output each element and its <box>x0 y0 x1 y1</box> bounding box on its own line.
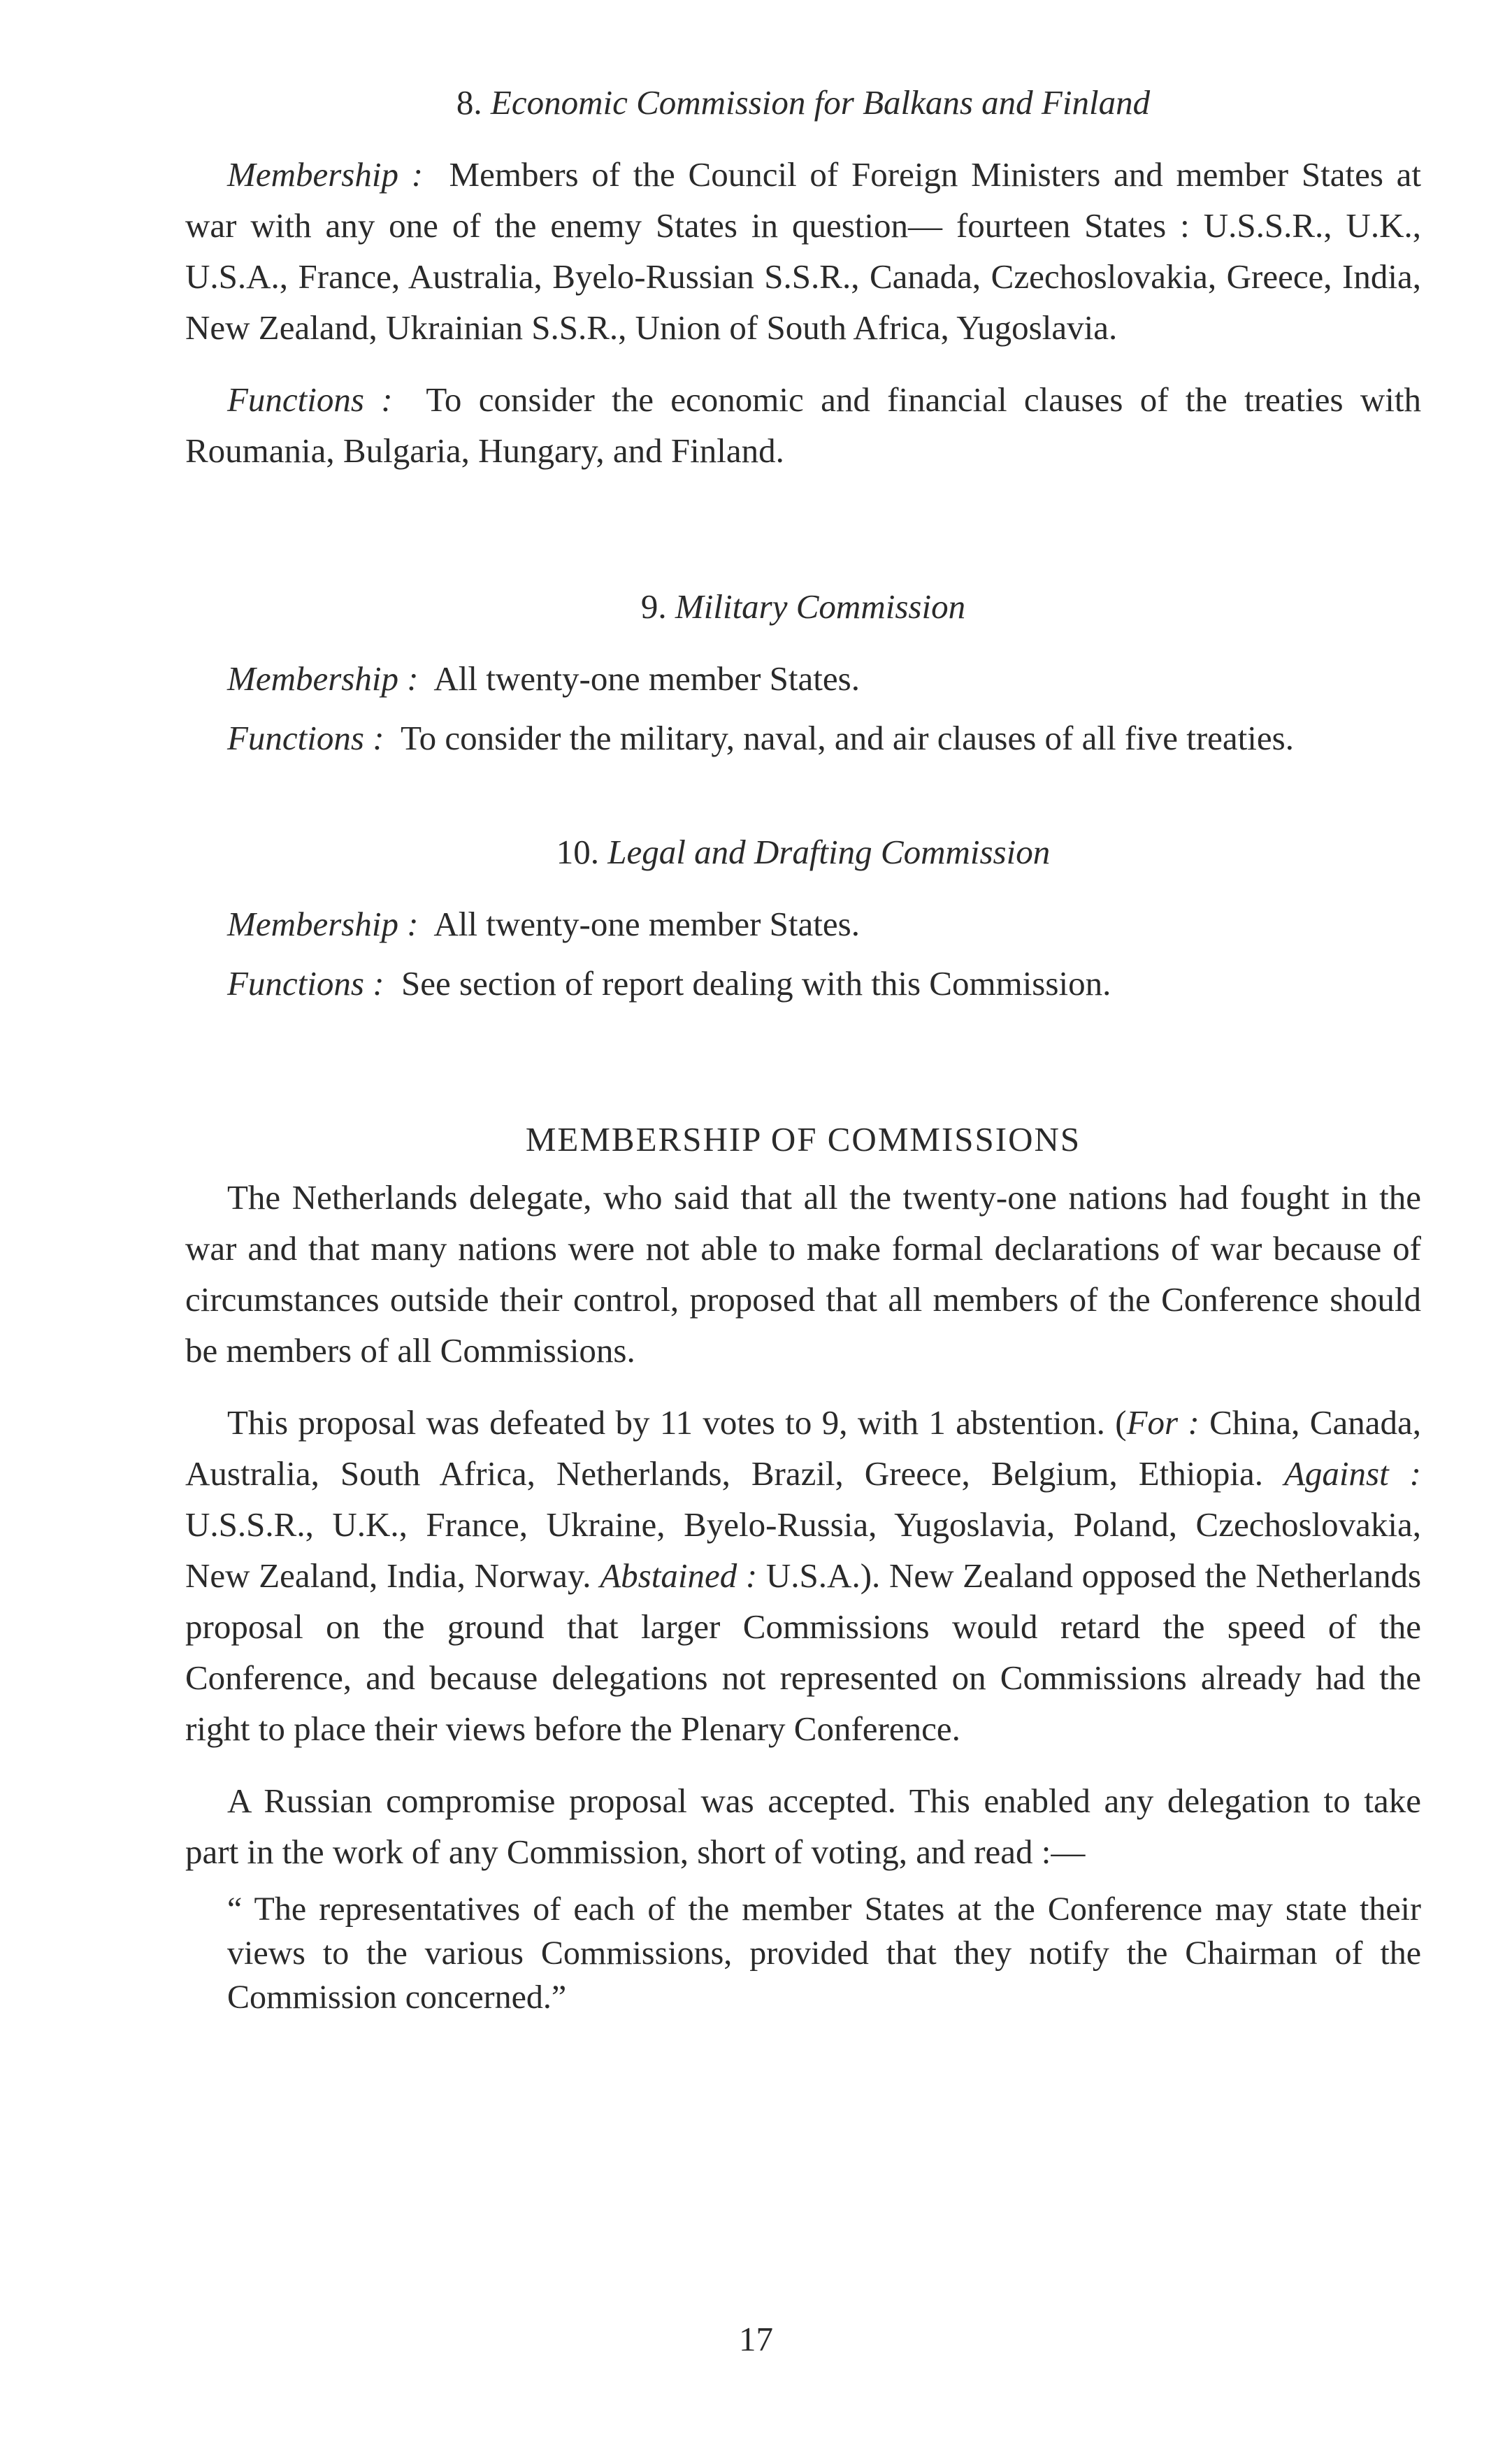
membership-text: Members of the Council of Foreign Ministers and member States at war with any one of the enemy States in question— fourteen States : U.S.S.R., U.K., U.S.A., France, Australia, Byelo-Russian S.S.R., Canada, Czechoslovakia, Greece, India, New Zealand, Ukrainian S.S.R., Union of South Africa, Yugoslavia. <box>185 155 1421 347</box>
commission-8 <box>185 77 1421 476</box>
commission-title: Legal and Drafting Commission <box>607 833 1051 871</box>
membership-paragraph <box>185 149 1421 353</box>
section-heading: MEMBERSHIP OF COMMISSIONS <box>525 1120 1081 1159</box>
vote-abstained-label: Abstained : <box>600 1556 758 1595</box>
membership-paragraph <box>185 653 1421 704</box>
page-number: 17 <box>739 2320 773 2358</box>
commission-10 <box>185 826 1421 1009</box>
para2-text-b: China, Canada, Australia, South Africa, Netherlands, Brazil, Greece, Belgium, Ethiopia. <box>185 1403 1421 1493</box>
membership-label: Membership : <box>227 659 419 698</box>
membership-label: Membership : <box>227 155 424 194</box>
functions-text: See section of report dealing with this Commission. <box>401 964 1111 1003</box>
commission-number: 8. <box>456 83 482 122</box>
commission-number: 9. <box>640 587 667 626</box>
functions-label: Functions : <box>227 964 384 1003</box>
para2-text-a: This proposal was defeated by 11 votes to 9, with 1 abstention. ( <box>227 1403 1127 1442</box>
commission-title: Economic Commission for Balkans and Finland <box>490 83 1151 122</box>
para2-text-c: U.S.S.R., U.K., France, Ukraine, Byelo-Russia, Yugoslavia, Poland, Czechoslovakia, New Zealand, India, Norway. <box>185 1505 1421 1595</box>
membership-label: Membership : <box>227 905 419 943</box>
section-paragraph-3: A Russian compromise proposal was accepted. This enabled any delegation to take part in the work of any Commission, short of voting, and read :— <box>185 1781 1421 1871</box>
membership-paragraph <box>185 898 1421 949</box>
quote-text: “ The representatives of each of the member States at the Conference may state their views to the various Commissions, provided that they notify the Chairman of the Commission concerned.” <box>227 1891 1421 2016</box>
commission-title: Military Commission <box>675 587 966 626</box>
membership-text: All twenty-one member States. <box>433 659 860 698</box>
vote-for-label: For : <box>1126 1403 1200 1442</box>
functions-text: To consider the military, naval, and air clauses of all five treaties. <box>401 719 1294 757</box>
commission-heading <box>185 581 1421 632</box>
section-paragraph-1: The Netherlands delegate, who said that all the twenty-one nations had fought in the war and that many nations were not able to make formal declarations of war because of circumstances outside their control, proposed that all members of the Conference should be members of all Commissions. <box>185 1178 1421 1370</box>
functions-paragraph <box>185 374 1421 476</box>
functions-paragraph <box>185 958 1421 1009</box>
membership-text: All twenty-one member States. <box>433 905 860 943</box>
functions-paragraph <box>185 712 1421 763</box>
functions-text: To consider the economic and financial clauses of the treaties with Roumania, Bulgaria, Hungary, and Finland. <box>185 380 1421 470</box>
commission-number: 10. <box>556 833 599 871</box>
quoted-resolution <box>227 1887 1421 2019</box>
section-paragraph-2 <box>185 1397 1421 1754</box>
commission-9 <box>185 581 1421 763</box>
para2-text-d: U.S.A.). New Zealand opposed the Netherlands proposal on the ground that larger Commissions would retard the speed of the Conference, and because delegations not represented on Commissions already had the right to place their views before the Plenary Conference. <box>185 1556 1422 1748</box>
functions-label: Functions : <box>227 380 393 419</box>
membership-section <box>185 1114 1421 2019</box>
functions-label: Functions : <box>227 719 384 757</box>
vote-against-label: Against : <box>1283 1454 1421 1493</box>
document-page <box>185 77 1421 2019</box>
commission-heading <box>185 826 1421 877</box>
commission-heading <box>185 77 1421 128</box>
